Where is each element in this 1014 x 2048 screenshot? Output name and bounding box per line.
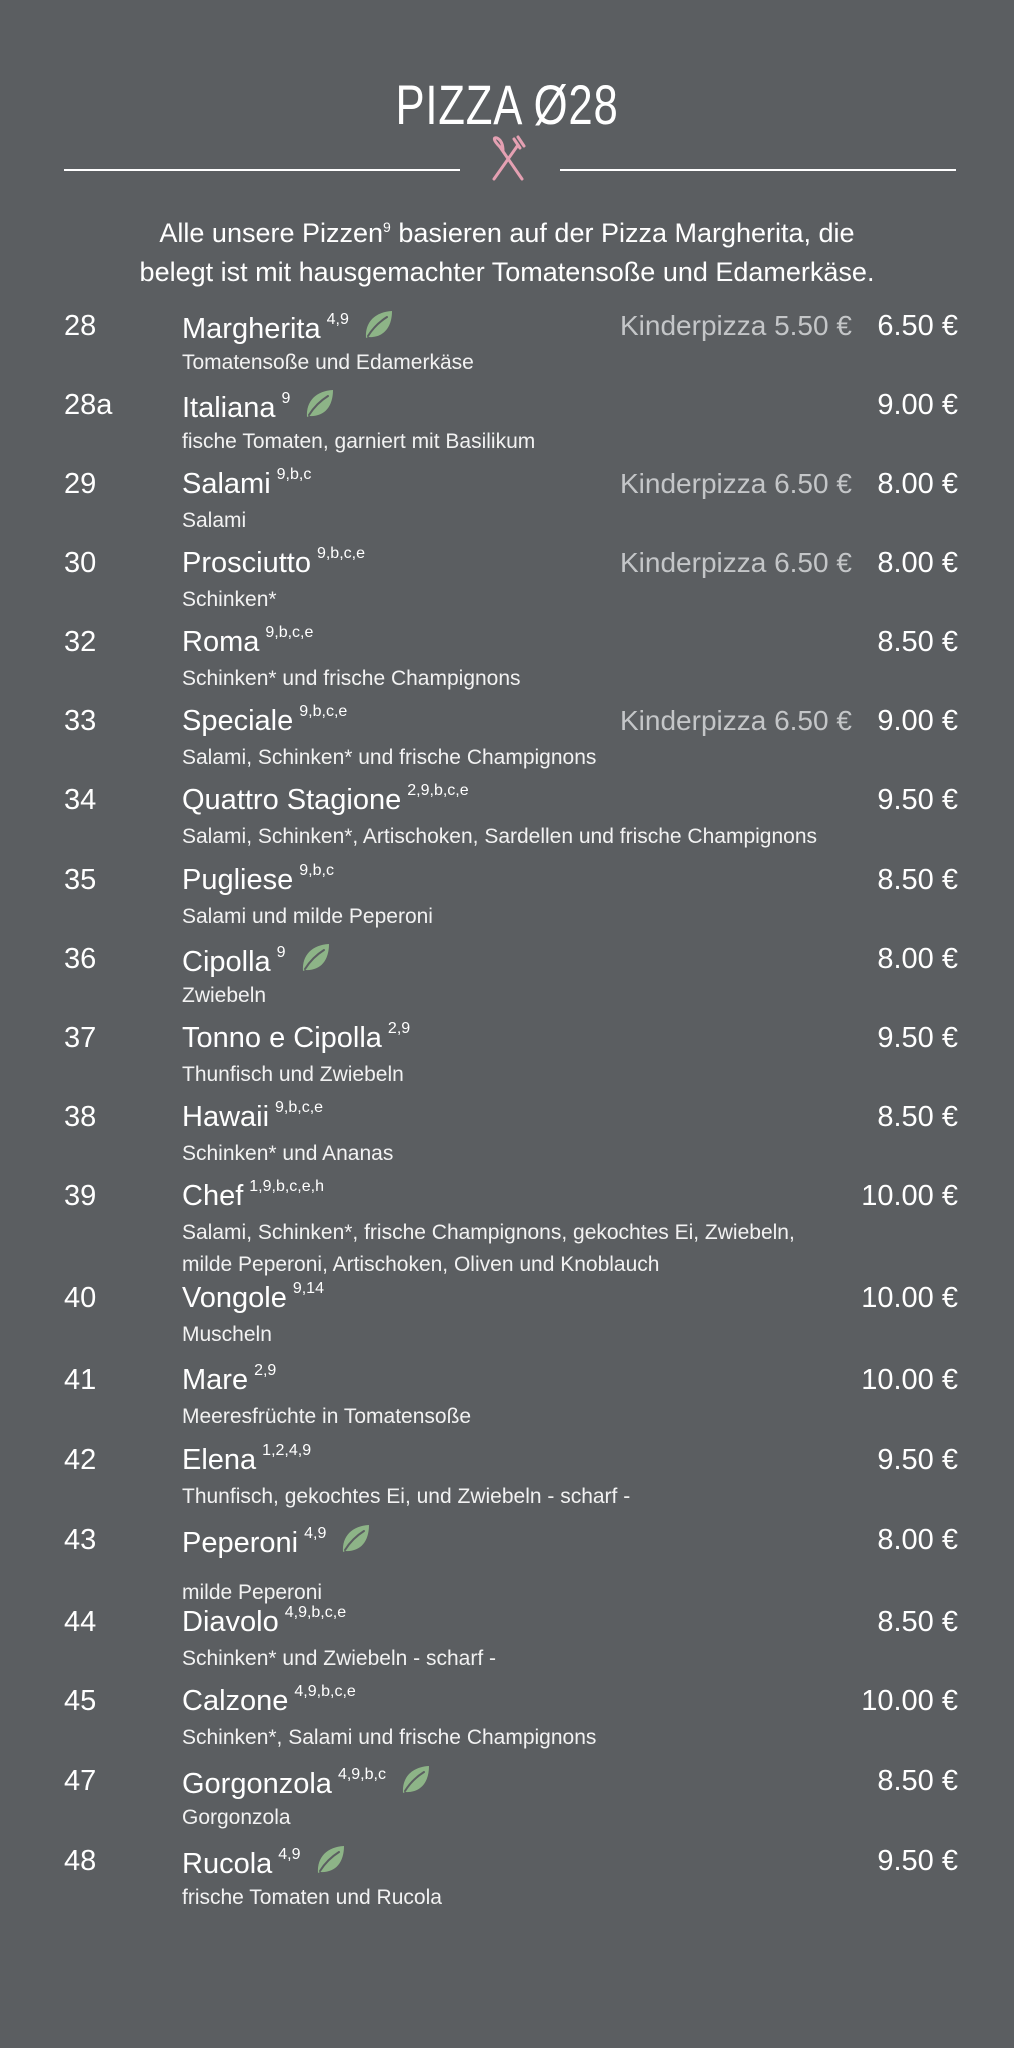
item-description: frische Tomaten und Rucola xyxy=(182,1886,442,1909)
item-name: Diavolo xyxy=(182,1606,279,1638)
item-name: Cipolla xyxy=(182,946,271,978)
item-description: Meeresfrüchte in Tomatensoße xyxy=(182,1405,472,1428)
item-name: Vongole xyxy=(182,1282,287,1314)
item-name: Prosciutto xyxy=(182,547,311,579)
item-allergens: 4,9 xyxy=(326,311,349,328)
item-name-line xyxy=(182,1362,276,1403)
item-description: Schinken* und Zwiebeln - scharf - xyxy=(182,1647,496,1670)
item-name: Gorgonzola xyxy=(182,1768,332,1800)
item-price: 8.50 € xyxy=(877,1606,958,1638)
item-name: Salami xyxy=(182,468,271,500)
item-price: 8.50 € xyxy=(877,864,958,896)
item-name-line xyxy=(182,1020,410,1061)
vegetarian-leaf-icon xyxy=(298,941,332,975)
item-allergens: 4,9,b,c xyxy=(337,1766,386,1783)
vegetarian-leaf-icon xyxy=(338,1522,372,1556)
item-name-line xyxy=(182,545,365,586)
item-name-line xyxy=(182,703,347,744)
vegetarian-leaf-icon xyxy=(302,387,336,421)
item-price: 8.50 € xyxy=(877,1765,958,1797)
item-description: Thunfisch, gekochtes Ei, und Zwiebeln - scharf - xyxy=(182,1485,631,1508)
item-name: Speciale xyxy=(182,705,294,737)
item-name: Roma xyxy=(182,626,260,658)
item-number: 37 xyxy=(64,1022,97,1054)
item-name-line xyxy=(182,1843,347,1887)
item-name-line xyxy=(182,1099,323,1140)
item-description: Zwiebeln xyxy=(182,984,267,1007)
item-name: Mare xyxy=(182,1364,249,1396)
item-description: Muscheln xyxy=(182,1323,272,1346)
item-number: 39 xyxy=(64,1180,97,1212)
item-name: Italiana xyxy=(182,392,276,424)
item-allergens: 9 xyxy=(281,390,291,407)
item-number: 42 xyxy=(64,1444,97,1476)
item-number: 41 xyxy=(64,1364,97,1396)
kinderpizza-price: Kinderpizza 6.50 € xyxy=(620,547,852,578)
item-description: Schinken*, Salami und frische Champignons xyxy=(182,1726,597,1749)
kinderpizza-price: Kinderpizza 6.50 € xyxy=(620,705,852,736)
item-name-line xyxy=(182,1442,311,1483)
item-number: 28 xyxy=(64,310,97,342)
kinderpizza-price: Kinderpizza 5.50 € xyxy=(620,310,852,341)
item-name-line xyxy=(182,624,313,665)
item-price: 10.00 € xyxy=(861,1364,958,1396)
item-allergens: 4,9 xyxy=(278,1846,301,1863)
item-allergens: 4,9,b,c,e xyxy=(284,1604,347,1621)
item-allergens: 1,9,b,c,e,h xyxy=(249,1178,324,1195)
item-name-line xyxy=(182,1604,346,1645)
item-number: 29 xyxy=(64,468,97,500)
item-price: 10.00 € xyxy=(861,1180,958,1212)
item-price: 10.00 € xyxy=(861,1282,958,1314)
item-name-line xyxy=(182,308,395,352)
item-price: 9.50 € xyxy=(877,1022,958,1054)
item-name-line xyxy=(182,1763,432,1807)
intro-text: Alle unsere Pizzen$^9$ basieren auf der Pizza Margherita, die belegt ist mit hausgemachter Tomatensoße und Edamerkäse. xyxy=(139,218,875,287)
item-allergens: 4,9,b,c,e xyxy=(294,1683,356,1700)
item-description: milde Peperoni xyxy=(182,1581,323,1604)
item-description: Salami, Schinken*, frische Champignons, gekochtes Ei, Zwiebeln, milde Peperoni, Artischoken, Oliven und Knoblauch xyxy=(182,1221,795,1276)
item-price: 8.50 € xyxy=(877,626,958,658)
item-name: Elena xyxy=(182,1444,257,1476)
item-allergens: 2,9 xyxy=(254,1362,277,1379)
item-description: Salami xyxy=(182,509,247,532)
item-allergens: 2,9 xyxy=(387,1020,411,1037)
item-name: Hawaii xyxy=(182,1101,270,1133)
item-description: Salami, Schinken*, Artischoken, Sardellen und frische Champignons xyxy=(182,825,818,848)
item-name: Rucola xyxy=(182,1848,273,1880)
item-description: Thunfisch und Zwiebeln xyxy=(182,1063,404,1086)
item-number: 32 xyxy=(64,626,97,658)
item-number: 36 xyxy=(64,943,97,975)
item-number: 45 xyxy=(64,1685,97,1717)
item-name: Chef xyxy=(182,1180,244,1212)
item-price: 6.50 € xyxy=(877,310,958,342)
item-price: 8.00 € xyxy=(877,547,958,579)
item-number: 43 xyxy=(64,1524,97,1556)
item-name-line xyxy=(182,862,334,903)
item-number: 30 xyxy=(64,547,97,579)
item-number: 38 xyxy=(64,1101,97,1133)
item-number: 48 xyxy=(64,1845,97,1877)
item-name: Margherita xyxy=(182,313,321,345)
divider-left xyxy=(64,169,460,171)
item-allergens: 9,b,c,e xyxy=(275,1099,324,1116)
item-price: 8.00 € xyxy=(877,943,958,975)
item-number: 28a xyxy=(64,389,113,421)
item-price: 8.50 € xyxy=(877,1101,958,1133)
item-number: 34 xyxy=(64,784,97,816)
item-price: 8.00 € xyxy=(877,1524,958,1556)
item-price: 8.00 € xyxy=(877,468,958,500)
item-number: 35 xyxy=(64,864,97,896)
item-description: Schinken* xyxy=(182,588,277,611)
item-description: Salami, Schinken* und frische Champignons xyxy=(182,746,597,769)
item-description: Schinken* und frische Champignons xyxy=(182,667,521,690)
item-name-line xyxy=(182,466,311,507)
item-price: 9.50 € xyxy=(877,784,958,816)
item-price: 10.00 € xyxy=(861,1685,958,1717)
vegetarian-leaf-icon xyxy=(398,1763,432,1797)
vegetarian-leaf-icon xyxy=(361,308,395,342)
item-price: 9.00 € xyxy=(877,705,958,737)
item-name: Pugliese xyxy=(182,864,294,896)
item-description: Salami und milde Peperoni xyxy=(182,905,433,928)
item-allergens: 9,b,c,e xyxy=(265,624,314,641)
item-name: Calzone xyxy=(182,1685,289,1717)
item-name-line xyxy=(182,1178,324,1219)
item-name: Quattro Stagione xyxy=(182,784,402,816)
fork-knife-icon xyxy=(488,135,528,183)
item-number: 40 xyxy=(64,1282,97,1314)
page-title: PIZZA Ø28 xyxy=(395,73,619,136)
item-name-line xyxy=(182,1683,356,1724)
item-description: Schinken* und Ananas xyxy=(182,1142,394,1165)
item-allergens: 9 xyxy=(276,944,286,961)
item-allergens: 9,b,c,e xyxy=(316,545,365,562)
item-allergens: 2,9,b,c,e xyxy=(407,782,469,799)
item-allergens: 4,9 xyxy=(304,1525,327,1542)
item-allergens: 9,b,c,e xyxy=(299,703,348,720)
item-description: Tomatensoße und Edamerkäse xyxy=(182,351,474,374)
item-name-line xyxy=(182,782,469,823)
item-name-line xyxy=(182,1280,324,1321)
item-number: 33 xyxy=(64,705,97,737)
item-price: 9.50 € xyxy=(877,1845,958,1877)
item-allergens: 1,2,4,9 xyxy=(262,1442,312,1459)
item-price: 9.00 € xyxy=(877,389,958,421)
vegetarian-leaf-icon xyxy=(313,1843,347,1877)
item-name-line xyxy=(182,941,332,985)
item-number: 44 xyxy=(64,1606,97,1638)
divider-right xyxy=(560,169,956,171)
item-number: 47 xyxy=(64,1765,97,1797)
item-allergens: 9,b,c xyxy=(299,862,334,879)
item-name-line xyxy=(182,387,336,431)
item-allergens: 9,b,c xyxy=(276,466,312,483)
item-price: 9.50 € xyxy=(877,1444,958,1476)
item-allergens: 9,14 xyxy=(292,1280,324,1297)
kinderpizza-price: Kinderpizza 6.50 € xyxy=(620,468,852,499)
item-name: Tonno e Cipolla xyxy=(182,1022,382,1054)
item-description: Gorgonzola xyxy=(182,1806,291,1829)
item-name-line xyxy=(182,1522,372,1566)
item-description: fische Tomaten, garniert mit Basilikum xyxy=(182,430,536,453)
item-name: Peperoni xyxy=(182,1527,299,1559)
